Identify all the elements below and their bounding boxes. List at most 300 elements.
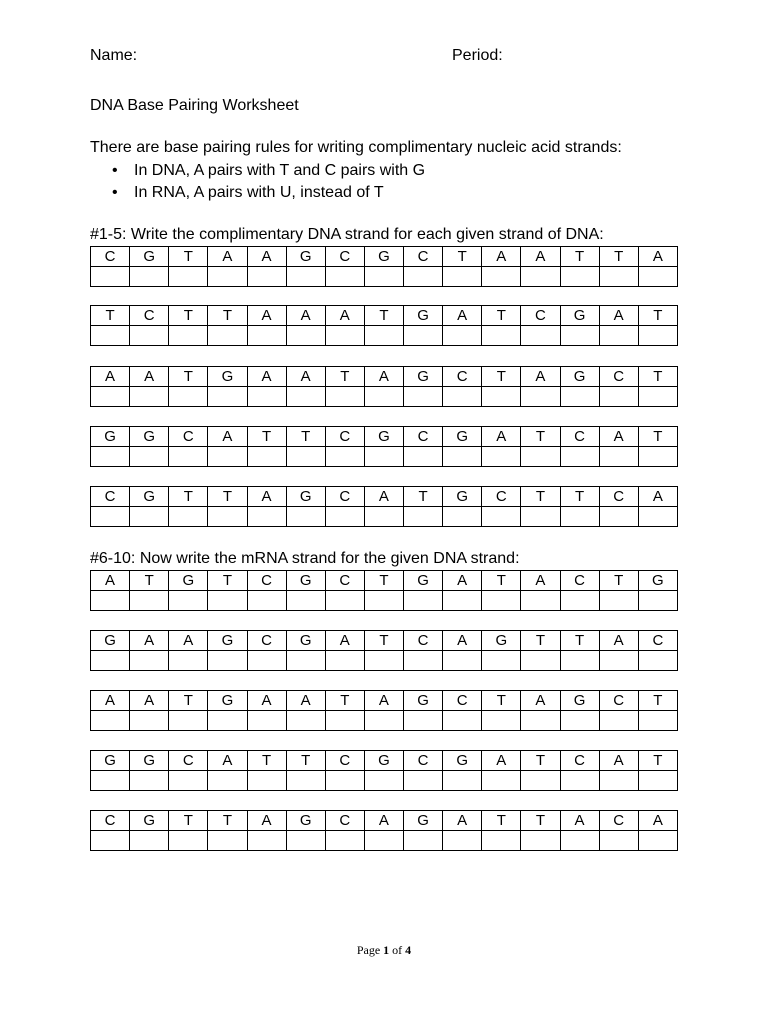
answer-cell[interactable]: [247, 267, 286, 287]
answer-cell[interactable]: [286, 447, 325, 467]
base-cell: T: [482, 306, 521, 326]
answer-cell[interactable]: [325, 771, 364, 791]
answer-cell[interactable]: [286, 267, 325, 287]
answer-cell[interactable]: [247, 831, 286, 851]
base-cell: C: [325, 427, 364, 447]
base-cell: A: [130, 691, 169, 711]
base-cell: A: [286, 306, 325, 326]
answer-cell[interactable]: [599, 831, 638, 851]
answer-cell[interactable]: [130, 387, 169, 407]
base-cell: G: [208, 631, 247, 651]
base-cell: A: [364, 811, 403, 831]
answer-cell[interactable]: [286, 387, 325, 407]
base-cell: A: [91, 691, 130, 711]
mrna-strand-table: [90, 630, 678, 671]
answer-cell[interactable]: [560, 591, 599, 611]
page-total: 4: [405, 943, 412, 957]
answer-cell[interactable]: [325, 387, 364, 407]
base-cell: T: [521, 631, 560, 651]
answer-cell[interactable]: [247, 447, 286, 467]
answer-cell[interactable]: [286, 507, 325, 527]
base-cell: A: [638, 811, 677, 831]
base-cell: C: [91, 487, 130, 507]
answer-cell[interactable]: [364, 711, 403, 731]
answer-cell[interactable]: [599, 387, 638, 407]
given-strand-row: [91, 427, 678, 447]
base-cell: T: [560, 487, 599, 507]
answer-cell[interactable]: [364, 507, 403, 527]
base-cell: A: [443, 571, 482, 591]
base-cell: A: [247, 487, 286, 507]
answer-cell[interactable]: [404, 831, 443, 851]
answer-cell[interactable]: [208, 507, 247, 527]
answer-cell[interactable]: [169, 831, 208, 851]
base-cell: A: [482, 751, 521, 771]
base-cell: A: [169, 631, 208, 651]
rule-item-dna: • In DNA, A pairs with T and C pairs with G: [112, 160, 425, 182]
base-cell: A: [91, 367, 130, 387]
answer-row: [91, 267, 678, 287]
base-cell: G: [404, 691, 443, 711]
base-cell: G: [208, 691, 247, 711]
answer-cell[interactable]: [482, 387, 521, 407]
answer-cell[interactable]: [247, 326, 286, 346]
answer-cell[interactable]: [560, 711, 599, 731]
base-cell: G: [364, 751, 403, 771]
base-cell: A: [208, 247, 247, 267]
base-cell: G: [169, 571, 208, 591]
base-cell: G: [286, 571, 325, 591]
base-cell: A: [208, 751, 247, 771]
answer-cell[interactable]: [169, 326, 208, 346]
answer-cell[interactable]: [286, 591, 325, 611]
answer-cell[interactable]: [208, 771, 247, 791]
base-cell: T: [521, 487, 560, 507]
answer-row: [91, 771, 678, 791]
answer-cell[interactable]: [443, 831, 482, 851]
base-cell: A: [521, 367, 560, 387]
answer-cell[interactable]: [482, 447, 521, 467]
answer-cell[interactable]: [91, 651, 130, 671]
base-cell: G: [443, 427, 482, 447]
answer-cell[interactable]: [638, 326, 677, 346]
of-word: of: [392, 943, 403, 957]
answer-cell[interactable]: [130, 591, 169, 611]
base-cell: G: [130, 487, 169, 507]
dna-strand-table: [90, 246, 678, 287]
answer-cell[interactable]: [247, 387, 286, 407]
base-cell: A: [599, 306, 638, 326]
answer-cell[interactable]: [560, 507, 599, 527]
answer-cell[interactable]: [560, 267, 599, 287]
answer-cell[interactable]: [91, 387, 130, 407]
base-cell: T: [482, 571, 521, 591]
given-strand-row: [91, 811, 678, 831]
base-cell: T: [325, 691, 364, 711]
answer-cell[interactable]: [247, 711, 286, 731]
answer-cell[interactable]: [521, 447, 560, 467]
answer-cell[interactable]: [130, 711, 169, 731]
answer-cell[interactable]: [208, 267, 247, 287]
answer-cell[interactable]: [482, 651, 521, 671]
base-cell: T: [443, 247, 482, 267]
answer-cell[interactable]: [91, 326, 130, 346]
base-cell: T: [208, 306, 247, 326]
answer-cell[interactable]: [521, 591, 560, 611]
base-cell: A: [364, 487, 403, 507]
answer-row: [91, 387, 678, 407]
base-cell: A: [599, 631, 638, 651]
base-cell: T: [169, 247, 208, 267]
base-cell: G: [364, 247, 403, 267]
rule-item-rna: • In RNA, A pairs with U, instead of T: [112, 182, 425, 204]
answer-cell[interactable]: [521, 651, 560, 671]
base-cell: C: [404, 631, 443, 651]
base-cell: G: [286, 247, 325, 267]
base-cell: A: [364, 691, 403, 711]
base-cell: G: [130, 427, 169, 447]
answer-cell[interactable]: [560, 326, 599, 346]
answer-cell[interactable]: [443, 447, 482, 467]
base-cell: C: [482, 487, 521, 507]
answer-cell[interactable]: [404, 507, 443, 527]
answer-cell[interactable]: [638, 267, 677, 287]
answer-cell[interactable]: [325, 651, 364, 671]
base-cell: G: [560, 367, 599, 387]
given-strand-row: [91, 631, 678, 651]
answer-cell[interactable]: [208, 831, 247, 851]
given-strand-row: [91, 306, 678, 326]
base-cell: A: [208, 427, 247, 447]
answer-cell[interactable]: [247, 651, 286, 671]
answer-cell[interactable]: [91, 267, 130, 287]
answer-cell[interactable]: [599, 771, 638, 791]
answer-cell[interactable]: [404, 591, 443, 611]
answer-cell[interactable]: [364, 771, 403, 791]
base-cell: T: [482, 367, 521, 387]
answer-cell[interactable]: [169, 591, 208, 611]
base-cell: T: [521, 751, 560, 771]
answer-cell[interactable]: [286, 651, 325, 671]
answer-cell[interactable]: [599, 507, 638, 527]
base-cell: C: [325, 751, 364, 771]
base-cell: C: [325, 571, 364, 591]
page-word: Page: [356, 943, 381, 957]
answer-cell[interactable]: [482, 507, 521, 527]
answer-cell[interactable]: [91, 831, 130, 851]
answer-cell[interactable]: [325, 711, 364, 731]
base-cell: A: [599, 751, 638, 771]
base-cell: A: [521, 571, 560, 591]
base-cell: C: [599, 811, 638, 831]
answer-cell[interactable]: [169, 711, 208, 731]
base-cell: T: [169, 487, 208, 507]
answer-cell[interactable]: [599, 651, 638, 671]
answer-cell[interactable]: [130, 507, 169, 527]
base-cell: T: [521, 427, 560, 447]
base-cell: T: [560, 247, 599, 267]
answer-cell[interactable]: [638, 831, 677, 851]
answer-cell[interactable]: [91, 507, 130, 527]
answer-cell[interactable]: [404, 267, 443, 287]
base-cell: T: [169, 367, 208, 387]
base-cell: C: [247, 571, 286, 591]
answer-cell[interactable]: [364, 447, 403, 467]
rules-intro: There are base pairing rules for writing complimentary nucleic acid strands:: [90, 139, 622, 156]
answer-cell[interactable]: [443, 651, 482, 671]
answer-cell[interactable]: [404, 771, 443, 791]
answer-row: [91, 831, 678, 851]
answer-cell[interactable]: [247, 507, 286, 527]
answer-cell[interactable]: [325, 326, 364, 346]
base-cell: C: [169, 751, 208, 771]
base-cell: A: [443, 306, 482, 326]
answer-cell[interactable]: [521, 507, 560, 527]
answer-cell[interactable]: [521, 711, 560, 731]
answer-cell[interactable]: [638, 507, 677, 527]
answer-row: [91, 507, 678, 527]
answer-cell[interactable]: [169, 387, 208, 407]
answer-cell[interactable]: [364, 591, 403, 611]
answer-cell[interactable]: [286, 326, 325, 346]
answer-cell[interactable]: [638, 447, 677, 467]
base-cell: G: [91, 427, 130, 447]
answer-cell[interactable]: [91, 591, 130, 611]
answer-cell[interactable]: [130, 447, 169, 467]
answer-cell[interactable]: [208, 651, 247, 671]
base-cell: T: [130, 571, 169, 591]
answer-cell[interactable]: [404, 711, 443, 731]
answer-cell[interactable]: [130, 771, 169, 791]
base-cell: T: [169, 811, 208, 831]
answer-cell[interactable]: [599, 711, 638, 731]
base-cell: T: [364, 571, 403, 591]
answer-cell[interactable]: [325, 267, 364, 287]
answer-cell[interactable]: [599, 447, 638, 467]
base-cell: C: [521, 306, 560, 326]
answer-cell[interactable]: [169, 507, 208, 527]
answer-cell[interactable]: [560, 771, 599, 791]
given-strand-row: [91, 487, 678, 507]
base-cell: C: [443, 691, 482, 711]
answer-cell[interactable]: [208, 711, 247, 731]
answer-row: [91, 711, 678, 731]
mrna-strand-table: [90, 750, 678, 791]
answer-cell[interactable]: [286, 711, 325, 731]
answer-cell[interactable]: [286, 831, 325, 851]
base-cell: A: [443, 811, 482, 831]
answer-cell[interactable]: [247, 771, 286, 791]
answer-row: [91, 326, 678, 346]
base-cell: A: [638, 487, 677, 507]
base-cell: A: [443, 631, 482, 651]
answer-cell[interactable]: [169, 447, 208, 467]
base-cell: G: [91, 631, 130, 651]
base-cell: C: [247, 631, 286, 651]
answer-cell[interactable]: [482, 711, 521, 731]
answer-cell[interactable]: [482, 771, 521, 791]
answer-cell[interactable]: [208, 447, 247, 467]
base-cell: A: [91, 571, 130, 591]
base-cell: C: [325, 487, 364, 507]
base-cell: T: [91, 306, 130, 326]
base-cell: C: [130, 306, 169, 326]
answer-row: [91, 591, 678, 611]
answer-cell[interactable]: [443, 507, 482, 527]
answer-cell[interactable]: [482, 591, 521, 611]
answer-cell[interactable]: [638, 771, 677, 791]
base-cell: T: [560, 631, 599, 651]
answer-cell[interactable]: [404, 326, 443, 346]
answer-cell[interactable]: [599, 267, 638, 287]
answer-cell[interactable]: [325, 507, 364, 527]
base-cell: A: [638, 247, 677, 267]
base-cell: G: [443, 751, 482, 771]
answer-cell[interactable]: [443, 326, 482, 346]
answer-cell[interactable]: [599, 591, 638, 611]
base-cell: C: [599, 487, 638, 507]
answer-cell[interactable]: [247, 591, 286, 611]
answer-cell[interactable]: [208, 326, 247, 346]
answer-cell[interactable]: [560, 831, 599, 851]
answer-cell[interactable]: [521, 771, 560, 791]
answer-cell[interactable]: [364, 831, 403, 851]
answer-cell[interactable]: [364, 651, 403, 671]
base-cell: A: [286, 691, 325, 711]
base-cell: A: [521, 247, 560, 267]
answer-cell[interactable]: [443, 711, 482, 731]
base-cell: A: [364, 367, 403, 387]
answer-cell[interactable]: [169, 651, 208, 671]
base-cell: C: [325, 247, 364, 267]
answer-cell[interactable]: [91, 771, 130, 791]
given-strand-row: [91, 571, 678, 591]
base-cell: G: [286, 811, 325, 831]
base-cell: A: [247, 247, 286, 267]
answer-cell[interactable]: [443, 591, 482, 611]
answer-cell[interactable]: [130, 651, 169, 671]
answer-cell[interactable]: [443, 387, 482, 407]
dna-strand-table: [90, 486, 678, 527]
base-cell: A: [247, 306, 286, 326]
answer-cell[interactable]: [130, 267, 169, 287]
base-cell: C: [560, 571, 599, 591]
answer-cell[interactable]: [325, 447, 364, 467]
base-cell: C: [91, 247, 130, 267]
answer-cell[interactable]: [404, 387, 443, 407]
answer-cell[interactable]: [521, 831, 560, 851]
answer-cell[interactable]: [325, 831, 364, 851]
base-cell: C: [404, 427, 443, 447]
answer-cell[interactable]: [482, 831, 521, 851]
base-cell: T: [482, 691, 521, 711]
answer-cell[interactable]: [91, 711, 130, 731]
base-cell: G: [286, 631, 325, 651]
base-cell: G: [91, 751, 130, 771]
answer-row: [91, 651, 678, 671]
answer-cell[interactable]: [521, 326, 560, 346]
answer-cell[interactable]: [482, 267, 521, 287]
base-cell: T: [364, 631, 403, 651]
base-cell: T: [247, 427, 286, 447]
base-cell: A: [286, 367, 325, 387]
base-cell: G: [560, 691, 599, 711]
base-cell: T: [638, 306, 677, 326]
base-cell: C: [443, 367, 482, 387]
base-cell: G: [482, 631, 521, 651]
base-cell: C: [404, 751, 443, 771]
answer-row: [91, 447, 678, 467]
answer-cell[interactable]: [443, 771, 482, 791]
answer-cell[interactable]: [443, 267, 482, 287]
answer-cell[interactable]: [208, 591, 247, 611]
answer-cell[interactable]: [560, 447, 599, 467]
answer-cell[interactable]: [364, 267, 403, 287]
answer-cell[interactable]: [482, 326, 521, 346]
base-cell: C: [325, 811, 364, 831]
answer-cell[interactable]: [325, 591, 364, 611]
answer-cell[interactable]: [130, 326, 169, 346]
base-cell: T: [208, 571, 247, 591]
base-cell: T: [521, 811, 560, 831]
answer-cell[interactable]: [364, 326, 403, 346]
base-cell: T: [208, 811, 247, 831]
answer-cell[interactable]: [599, 326, 638, 346]
answer-cell[interactable]: [521, 267, 560, 287]
answer-cell[interactable]: [404, 651, 443, 671]
answer-cell[interactable]: [560, 387, 599, 407]
answer-cell[interactable]: [638, 387, 677, 407]
answer-cell[interactable]: [638, 711, 677, 731]
answer-cell[interactable]: [638, 591, 677, 611]
answer-cell[interactable]: [91, 447, 130, 467]
answer-cell[interactable]: [404, 447, 443, 467]
base-cell: T: [638, 427, 677, 447]
answer-cell[interactable]: [638, 651, 677, 671]
base-cell: A: [482, 427, 521, 447]
base-cell: T: [638, 751, 677, 771]
base-cell: G: [404, 571, 443, 591]
base-cell: C: [91, 811, 130, 831]
base-cell: A: [599, 427, 638, 447]
base-cell: A: [325, 631, 364, 651]
answer-cell[interactable]: [208, 387, 247, 407]
base-cell: G: [130, 751, 169, 771]
base-cell: T: [286, 751, 325, 771]
section-heading-dna: #1-5: Write the complimentary DNA strand for each given strand of DNA:: [90, 226, 604, 243]
answer-cell[interactable]: [521, 387, 560, 407]
base-cell: C: [599, 691, 638, 711]
base-cell: G: [560, 306, 599, 326]
mrna-strand-table: [90, 810, 678, 851]
dna-strand-table: [90, 426, 678, 467]
base-cell: T: [404, 487, 443, 507]
base-cell: T: [599, 247, 638, 267]
answer-cell[interactable]: [169, 771, 208, 791]
base-cell: A: [130, 367, 169, 387]
given-strand-row: [91, 367, 678, 387]
answer-cell[interactable]: [130, 831, 169, 851]
answer-cell[interactable]: [286, 771, 325, 791]
mrna-strand-table: [90, 690, 678, 731]
dna-strand-table: [90, 305, 678, 346]
answer-cell[interactable]: [364, 387, 403, 407]
base-cell: A: [130, 631, 169, 651]
section-heading-mrna: #6-10: Now write the mRNA strand for the given DNA strand:: [90, 550, 520, 567]
base-cell: T: [286, 427, 325, 447]
answer-cell[interactable]: [560, 651, 599, 671]
answer-cell[interactable]: [169, 267, 208, 287]
